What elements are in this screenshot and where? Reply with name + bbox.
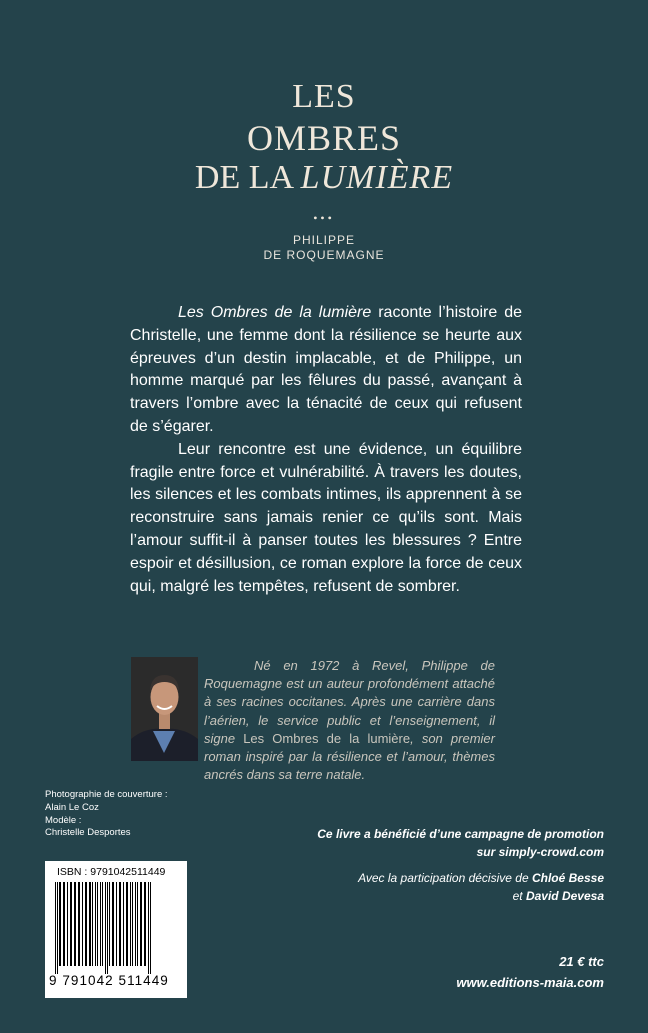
barcode-bar: [123, 882, 124, 966]
barcode-bar: [148, 882, 149, 974]
synopsis-paragraph-2: Leur rencontre est une évidence, un équilibre fragile entre force et vulnérabilité. À travers les doutes, les silences et les combats intimes, ils apprennent à se reconstruire sans jamais renier ce qu’ils sont. Mais l’amour suffit-il à panser toutes les blessures ? Entre espoir et désillusion, ce roman explore la force de ceux qui, malgré les tempêtes, refusent de sombrer.: [130, 440, 522, 595]
author-bio: [204, 657, 495, 784]
barcode-bar: [89, 882, 91, 966]
credit-model-label: Modèle :: [45, 814, 82, 826]
barcode-icon: [53, 882, 179, 974]
barcode-bar: [107, 882, 108, 974]
author-photo: [131, 657, 198, 761]
ornament-dots: •••: [313, 211, 335, 225]
barcode-bar: [57, 882, 58, 974]
barcode-bar: [135, 882, 136, 966]
isbn-label: ISBN : 9791042511449: [57, 866, 166, 878]
barcode-bar: [67, 882, 68, 966]
barcode-bar: [126, 882, 128, 966]
promo-name-1: Chloé Besse: [531, 871, 604, 885]
promo-name-2: David Devesa: [525, 889, 604, 903]
barcode-bar: [55, 882, 56, 974]
barcode-bar: [132, 882, 133, 966]
barcode-bar: [82, 882, 83, 966]
credit-model-name: Christelle Desportes: [45, 827, 131, 839]
promo-line-4-prefix: et: [512, 889, 526, 903]
barcode-bar: [85, 882, 87, 966]
isbn-digits: 9 791042 511449: [49, 973, 169, 988]
barcode-bar: [140, 882, 142, 966]
bio-book-title: Les Ombres de la lumière: [243, 730, 411, 746]
barcode-bar: [137, 882, 138, 966]
author-portrait-icon: [131, 657, 198, 761]
promo-line-1: Ce livre a bénéficié d’une campagne de promotion: [317, 827, 604, 841]
barcode-bar: [63, 882, 65, 966]
bio-part-2: , son premier roman inspiré par la résilience et l’amour, thèmes ancrés dans sa terre natale.: [204, 730, 495, 783]
promo-line-3: [284, 869, 604, 887]
bio-part-1: Né en 1972 à Revel, Philippe de Roquemagne est un auteur profondément attaché à ses racines occitanes. Après une carrière dans l’aérien, le service public et l’enseignement, il signe: [204, 658, 495, 746]
barcode-bar: [130, 882, 131, 966]
barcode-bar: [105, 882, 106, 974]
barcode-bar: [70, 882, 72, 966]
publisher-website: www.editions-maia.com: [456, 975, 604, 990]
barcode-bar: [59, 882, 61, 966]
synopsis: [130, 302, 522, 598]
promo-line-2: sur simply-crowd.com: [476, 845, 604, 859]
credit-photo-label: Photographie de couverture :: [45, 789, 168, 800]
synopsis-book-title: Les Ombres de la lumière: [178, 304, 372, 321]
title-line-3-italic: LUMIÈRE: [300, 159, 454, 196]
promo-line-4: [284, 887, 604, 905]
barcode-bar: [92, 882, 93, 966]
title-line-3: [0, 159, 648, 197]
credit-photo-name: Alain Le Coz: [45, 801, 99, 813]
barcode-bar: [78, 882, 80, 966]
author-bio-paragraph: [204, 657, 495, 784]
synopsis-p1-text: raconte l’histoire de Christelle, une femme dont la résilience se heurte aux épreuves d’un destin implacable, et de Philippe, un homme marqué par les fêlures du passé, avançant à travers l’ombre avec la ténacité de ceux qui refusent de s’égarer.: [130, 304, 523, 435]
barcode-bar: [144, 882, 146, 966]
barcode-bar: [116, 882, 117, 966]
isbn-barcode: [45, 861, 187, 998]
barcode-bar: [109, 882, 110, 966]
author-first-name: PHILIPPE: [292, 233, 356, 247]
promo-line-3-prefix: Avec la participation décisive de: [358, 871, 532, 885]
title-line-1: LES: [292, 78, 356, 115]
title-line-3-prefix: DE LA: [194, 159, 301, 196]
synopsis-paragraph-1: [130, 302, 522, 439]
author-name: [0, 233, 648, 263]
barcode-bar: [95, 882, 96, 966]
title-line-2: OMBRES: [246, 118, 402, 158]
barcode-bar: [119, 882, 121, 966]
photo-credits: [45, 789, 168, 840]
price-block: [456, 951, 604, 993]
barcode-bar: [150, 882, 151, 974]
promotion-notice: [284, 825, 604, 905]
barcode-bar: [100, 882, 101, 966]
barcode-bar: [97, 882, 98, 966]
price: 21 € ttc: [559, 954, 604, 969]
author-last-name: DE ROQUEMAGNE: [263, 248, 385, 262]
book-title: [0, 78, 648, 263]
barcode-bar: [112, 882, 114, 966]
barcode-bar: [74, 882, 76, 966]
barcode-bar: [102, 882, 103, 966]
